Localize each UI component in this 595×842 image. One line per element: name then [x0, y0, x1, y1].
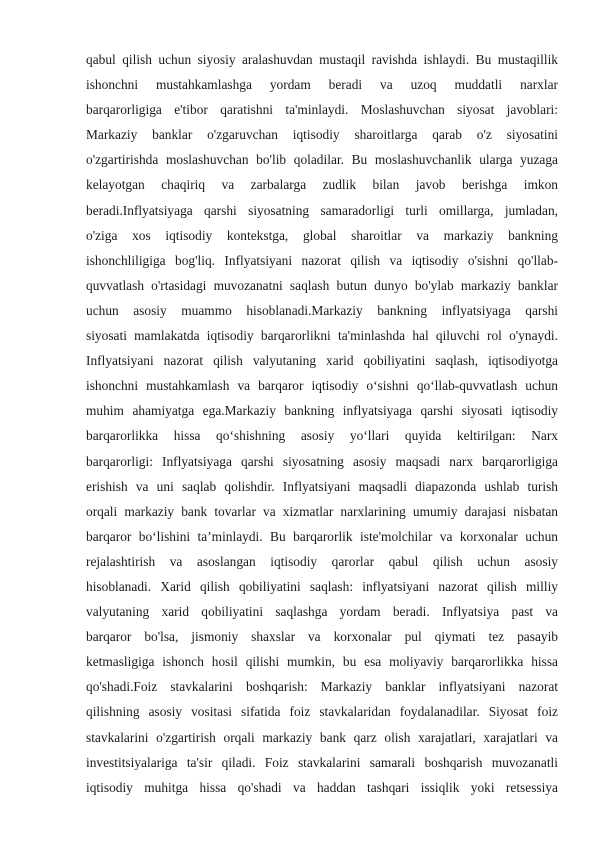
text-line: siyosati mamlakatda iqtisodiy barqarorlikni ta'minlashda hal qiluvchi rol o'ynaydi.: [86, 328, 558, 344]
text-line: ketmasligiga ishonch hosil qilishi mumkin, bu esa moliyaviy barqarorlikka hissa: [86, 654, 558, 670]
text-line: Inflyatsiyani nazorat qilish valyutaning xarid qobiliyatini saqlash, iqtisodiyotga: [86, 353, 558, 369]
text-line: iqtisodiy muhitga hissa qo'shadi va haddan tashqari issiqlik yoki retsessiya: [86, 779, 558, 795]
text-line: erishish va uni saqlab qolishdir. Inflyatsiyani maqsadli diapazonda ushlab turish: [86, 478, 558, 494]
text-line: investitsiyalariga ta'sir qiladi. Foiz stavkalarini samarali boshqarish muvozanatli: [86, 754, 558, 770]
text-line: o'ziga xos iqtisodiy kontekstga, global sharoitlar va markaziy bankning: [86, 227, 558, 243]
text-line: ishonchni mustahkamlashga yordam beradi va uzoq muddatli narxlar: [86, 77, 558, 93]
text-line: ishonchni mustahkamlash va barqaror iqtisodiy o‘sishni qo‘llab-quvvatlash uchun: [86, 378, 558, 394]
text-line: uchun asosiy muammo hisoblanadi.Markaziy bankning inflyatsiyaga qarshi: [86, 302, 558, 318]
text-line: muhim ahamiyatga ega.Markaziy bankning inflyatsiyaga qarshi siyosati iqtisodiy: [86, 403, 558, 419]
text-line: kelayotgan chaqiriq va zarbalarga zudlik bilan javob berishga imkon: [86, 177, 558, 193]
text-line: qo'shadi.Foiz stavkalarini boshqarish: Markaziy banklar inflyatsiyani nazorat: [86, 679, 558, 695]
text-line: barqaror bo'lsa, jismoniy shaxslar va korxonalar pul qiymati tez pasayib: [86, 629, 558, 645]
text-line: beradi.Inflyatsiyaga qarshi siyosatning samaradorligi turli omillarga, jumladan,: [86, 202, 558, 218]
body-text: [86, 47, 558, 800]
text-line: barqarorlikka hissa qo‘shishning asosiy yo‘llari quyida keltirilgan: Narx: [86, 428, 558, 444]
text-line: stavkalarini o'zgartirish orqali markaziy bank qarz olish xarajatlari, xarajatlari va: [86, 729, 558, 745]
text-line: quvvatlash o'rtasidagi muvozanatni saqlash butun dunyo bo'ylab markaziy banklar: [86, 277, 558, 293]
text-line: qabul qilish uchun siyosiy aralashuvdan mustaqil ravishda ishlaydi. Bu mustaqillik: [86, 52, 558, 67]
text-line: o'zgartirishda moslashuvchan bo'lib qoladilar. Bu moslashuvchanlik ularga yuzaga: [86, 152, 558, 168]
text-line: Markaziy banklar o'zgaruvchan iqtisodiy sharoitlarga qarab o'z siyosatini: [86, 127, 558, 143]
text-line: barqaror bo‘lishini ta’minlaydi. Bu barqarorlik iste'molchilar va korxonalar uchun: [86, 528, 558, 544]
text-line: qilishning asosiy vositasi sifatida foiz stavkalaridan foydalanadilar. Siyosat foiz: [86, 704, 558, 720]
text-line: orqali markaziy bank tovarlar va xizmatlar narxlarining umumiy darajasi nisbatan: [86, 503, 558, 519]
text-line: rejalashtirish va asoslangan iqtisodiy qarorlar qabul qilish uchun asosiy: [86, 553, 558, 569]
text-line: barqarorligi: Inflyatsiyaga qarshi siyosatning asosiy maqsadi narx barqarorligiga: [86, 453, 558, 469]
text-line: ishonchliligiga bog'liq. Inflyatsiyani nazorat qilish va iqtisodiy o'sishni qo'llab-: [86, 252, 558, 268]
text-line: barqarorligiga e'tibor qaratishni ta'minlaydi. Moslashuvchan siyosat javoblari:: [86, 102, 558, 118]
text-line: hisoblanadi. Xarid qilish qobiliyatini saqlash: inflyatsiyani nazorat qilish milliy: [86, 578, 558, 594]
text-line: valyutaning xarid qobiliyatini saqlashga yordam beradi. Inflyatsiya past va: [86, 604, 558, 620]
